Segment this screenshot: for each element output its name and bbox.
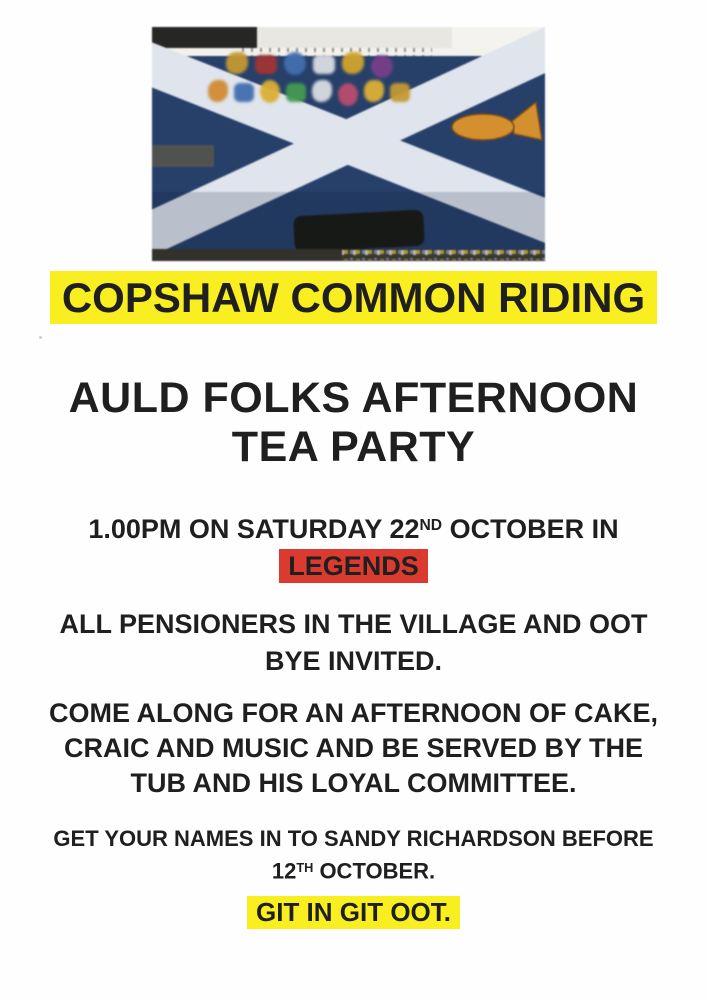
felt-letters-row1 [226, 52, 393, 78]
description-line-3: TUB AND HIS LOYAL COMMITTEE. [130, 768, 577, 798]
felt-letter [286, 83, 306, 102]
invitation-line-2: BYE INVITED. [264, 646, 443, 676]
photo-dark-object [293, 210, 425, 253]
description-line-2: CRAIC AND MUSIC AND BE SERVED BY THE [63, 733, 644, 763]
photo-gray-object [152, 145, 214, 167]
footer-slogan: GIT IN GIT OOT. [247, 896, 460, 929]
felt-letters-row2 [208, 80, 410, 106]
description-text [0, 696, 707, 801]
footer-band [0, 896, 707, 929]
felt-letter [284, 52, 306, 75]
rsvp-line-1: GET YOUR NAMES IN TO SANDY RICHARDSON BEFORE [53, 826, 654, 851]
event-heading [0, 374, 707, 472]
flyer-title: COPSHAW COMMON RIDING [50, 271, 657, 324]
felt-letter [371, 55, 393, 78]
felt-letter [208, 80, 228, 102]
felt-letter [390, 83, 410, 102]
scan-speck [39, 336, 42, 339]
rsvp-line-2: 12TH OCTOBER. [271, 858, 436, 884]
description-line-1: COME ALONG FOR AN AFTERNOON OF CAKE, [49, 698, 658, 728]
photo-dark-shelf [152, 27, 257, 49]
rsvp-text [0, 824, 707, 885]
venue-line [0, 549, 707, 583]
heading-line-2: TEA PARTY [231, 423, 476, 471]
ordinal-superscript: ND [419, 517, 443, 534]
invitation-line-1: ALL PENSIONERS IN THE VILLAGE AND OOT [59, 609, 648, 639]
felt-letter [364, 80, 384, 102]
heading-line-1: AULD FOLKS AFTERNOON [68, 374, 639, 422]
felt-letter [255, 55, 277, 74]
venue-name: LEGENDS [279, 549, 428, 583]
felt-letter [260, 80, 280, 103]
invitation-text [0, 606, 707, 680]
datetime-text: 1.00PM ON SATURDAY 22ND OCTOBER IN [88, 513, 619, 544]
photo-bottom-confetti [342, 250, 545, 260]
ordinal-superscript: TH [296, 860, 314, 875]
felt-letter [313, 55, 335, 74]
flag-photo [152, 27, 545, 261]
title-band [0, 271, 707, 324]
felt-letter [312, 80, 332, 102]
felt-letter [234, 83, 254, 102]
felt-letter [342, 52, 364, 74]
felt-letter [226, 52, 248, 74]
event-datetime [0, 509, 707, 583]
felt-letter [338, 83, 358, 106]
